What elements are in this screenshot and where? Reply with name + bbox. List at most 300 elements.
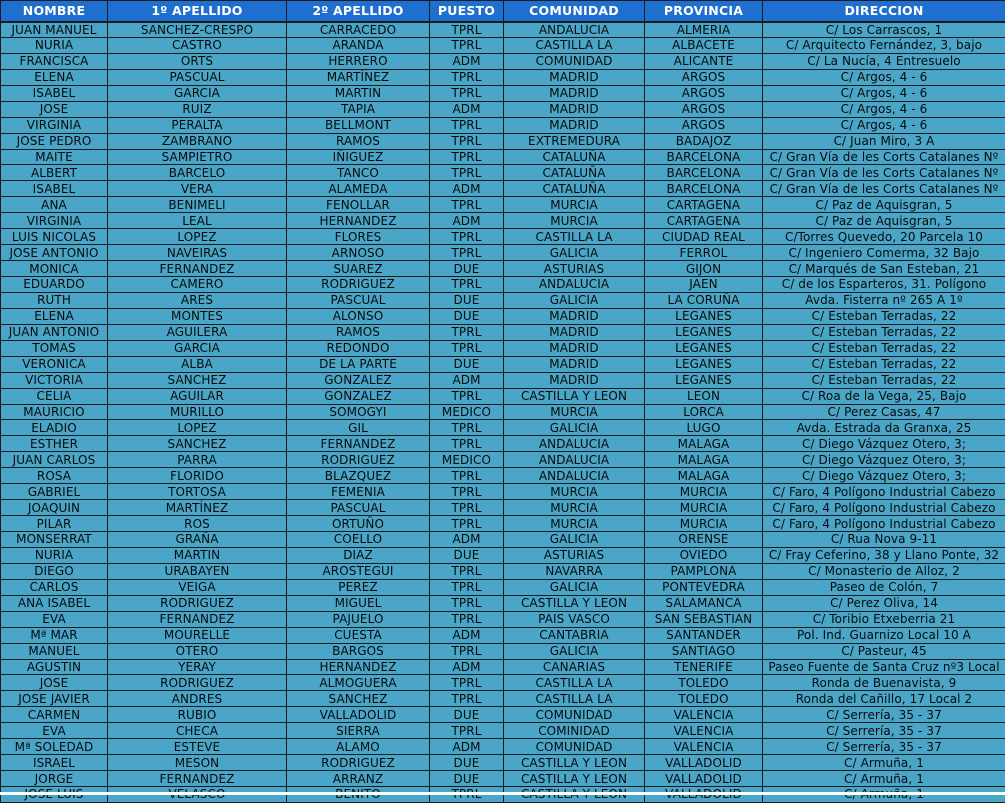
comunidad-cell[interactable]: MURCIA <box>504 516 645 532</box>
direccion-cell[interactable]: C/ Argos, 4 - 6 <box>763 117 1005 133</box>
puesto-cell[interactable]: ADM <box>430 372 504 388</box>
puesto-cell[interactable]: ADM <box>430 627 504 643</box>
nombre-cell[interactable]: ANA ISABEL <box>1 595 108 611</box>
primer-apellido-cell[interactable]: MARTIN <box>108 547 287 563</box>
puesto-cell[interactable]: TPRL <box>430 133 504 149</box>
direccion-cell[interactable]: Ronda del Cañillo, 17 Local 2 <box>763 691 1005 707</box>
segundo-apellido-cell[interactable]: RODRIGUEZ <box>287 452 430 468</box>
comunidad-cell[interactable]: ANDALUCIA <box>504 22 645 38</box>
primer-apellido-cell[interactable]: TORTOSA <box>108 484 287 500</box>
primer-apellido-cell[interactable]: CASTRO <box>108 37 287 53</box>
comunidad-cell[interactable]: MADRID <box>504 340 645 356</box>
puesto-cell[interactable]: DUE <box>430 292 504 308</box>
column-header-primer-apellido[interactable]: 1º APELLIDO <box>108 1 287 22</box>
primer-apellido-cell[interactable]: CAMERO <box>108 277 287 293</box>
comunidad-cell[interactable]: COMUNIDAD <box>504 739 645 755</box>
primer-apellido-cell[interactable]: MESON <box>108 755 287 771</box>
nombre-cell[interactable]: JOSE JAVIER <box>1 691 108 707</box>
nombre-cell[interactable]: MAITE <box>1 149 108 165</box>
puesto-cell[interactable]: MEDICO <box>430 404 504 420</box>
nombre-cell[interactable]: MANUEL <box>1 643 108 659</box>
provincia-cell[interactable]: ARGOS <box>645 101 763 117</box>
comunidad-cell[interactable]: COMUNIDAD <box>504 707 645 723</box>
segundo-apellido-cell[interactable]: SOMOGYI <box>287 404 430 420</box>
segundo-apellido-cell[interactable]: HERRERO <box>287 53 430 69</box>
segundo-apellido-cell[interactable]: SIERRA <box>287 723 430 739</box>
puesto-cell[interactable]: TPRL <box>430 324 504 340</box>
primer-apellido-cell[interactable]: ESTEVE <box>108 739 287 755</box>
direccion-cell[interactable]: C/ Rua Nova 9-11 <box>763 532 1005 548</box>
comunidad-cell[interactable]: MURCIA <box>504 197 645 213</box>
nombre-cell[interactable]: VERONICA <box>1 356 108 372</box>
primer-apellido-cell[interactable]: FERNANDEZ <box>108 771 287 787</box>
primer-apellido-cell[interactable]: ZAMBRANO <box>108 133 287 149</box>
comunidad-cell[interactable]: GALICIA <box>504 420 645 436</box>
puesto-cell[interactable]: DUE <box>430 771 504 787</box>
direccion-cell[interactable]: C/ Toribio Etxeberria 21 <box>763 611 1005 627</box>
direccion-cell[interactable]: C/ Armuña, 1 <box>763 755 1005 771</box>
puesto-cell[interactable]: TPRL <box>430 563 504 579</box>
segundo-apellido-cell[interactable]: RODRIGUEZ <box>287 277 430 293</box>
segundo-apellido-cell[interactable]: RAMOS <box>287 324 430 340</box>
puesto-cell[interactable]: TPRL <box>430 595 504 611</box>
comunidad-cell[interactable]: MADRID <box>504 69 645 85</box>
provincia-cell[interactable]: MURCIA <box>645 500 763 516</box>
segundo-apellido-cell[interactable]: HERNANDEZ <box>287 659 430 675</box>
primer-apellido-cell[interactable]: FERNANDEZ <box>108 261 287 277</box>
comunidad-cell[interactable]: CASTILLA LA <box>504 229 645 245</box>
primer-apellido-cell[interactable]: PASCUAL <box>108 69 287 85</box>
direccion-cell[interactable]: C/ Esteban Terradas, 22 <box>763 356 1005 372</box>
comunidad-cell[interactable]: CASTILLA Y LEON <box>504 755 645 771</box>
comunidad-cell[interactable]: ASTURIAS <box>504 261 645 277</box>
direccion-cell[interactable]: Ronda de Buenavista, 9 <box>763 675 1005 691</box>
direccion-cell[interactable]: C/ Faro, 4 Polígono Industrial Cabezo <box>763 516 1005 532</box>
segundo-apellido-cell[interactable]: ALAMO <box>287 739 430 755</box>
comunidad-cell[interactable]: MADRID <box>504 324 645 340</box>
puesto-cell[interactable]: TPRL <box>430 484 504 500</box>
segundo-apellido-cell[interactable]: GONZALEZ <box>287 372 430 388</box>
nombre-cell[interactable]: FRANCISCA <box>1 53 108 69</box>
puesto-cell[interactable]: DUE <box>430 356 504 372</box>
provincia-cell[interactable]: ORENSE <box>645 532 763 548</box>
nombre-cell[interactable]: DIEGO <box>1 563 108 579</box>
provincia-cell[interactable]: OVIEDO <box>645 547 763 563</box>
direccion-cell[interactable]: Pol. Ind. Guarnizo Local 10 A <box>763 627 1005 643</box>
puesto-cell[interactable]: TPRL <box>430 420 504 436</box>
puesto-cell[interactable]: TPRL <box>430 165 504 181</box>
direccion-cell[interactable]: C/ Diego Vázquez Otero, 3; <box>763 468 1005 484</box>
nombre-cell[interactable]: MONSERRAT <box>1 532 108 548</box>
nombre-cell[interactable]: ESTHER <box>1 436 108 452</box>
primer-apellido-cell[interactable]: URABAYEN <box>108 563 287 579</box>
provincia-cell[interactable]: JAEN <box>645 277 763 293</box>
direccion-cell[interactable]: C/ Ingeniero Comerma, 32 Bajo <box>763 245 1005 261</box>
puesto-cell[interactable]: TPRL <box>430 611 504 627</box>
comunidad-cell[interactable]: COMUNIDAD <box>504 53 645 69</box>
comunidad-cell[interactable]: CASTILLA Y LEON <box>504 595 645 611</box>
primer-apellido-cell[interactable]: ALBA <box>108 356 287 372</box>
puesto-cell[interactable]: TPRL <box>430 579 504 595</box>
primer-apellido-cell[interactable]: LEAL <box>108 213 287 229</box>
comunidad-cell[interactable]: MADRID <box>504 85 645 101</box>
provincia-cell[interactable]: CARTAGENA <box>645 197 763 213</box>
provincia-cell[interactable]: SALAMANCA <box>645 595 763 611</box>
provincia-cell[interactable]: TENERIFE <box>645 659 763 675</box>
direccion-cell[interactable]: C/ Pasteur, 45 <box>763 643 1005 659</box>
provincia-cell[interactable]: BADAJOZ <box>645 133 763 149</box>
puesto-cell[interactable]: TPRL <box>430 117 504 133</box>
direccion-cell[interactable]: Avda. Estrada da Granxa, 25 <box>763 420 1005 436</box>
primer-apellido-cell[interactable]: BARCELO <box>108 165 287 181</box>
nombre-cell[interactable]: JOSE <box>1 101 108 117</box>
segundo-apellido-cell[interactable]: CARRACEDO <box>287 22 430 38</box>
segundo-apellido-cell[interactable]: MARTIN <box>287 85 430 101</box>
nombre-cell[interactable]: EDUARDO <box>1 277 108 293</box>
segundo-apellido-cell[interactable]: ORTUÑO <box>287 516 430 532</box>
comunidad-cell[interactable]: CASTILLA Y LEON <box>504 771 645 787</box>
comunidad-cell[interactable]: MADRID <box>504 356 645 372</box>
direccion-cell[interactable]: C/ Gran Vía de les Corts Catalanes Nº <box>763 181 1005 197</box>
provincia-cell[interactable]: LEGANES <box>645 372 763 388</box>
segundo-apellido-cell[interactable]: RODRIGUEZ <box>287 755 430 771</box>
comunidad-cell[interactable]: MURCIA <box>504 484 645 500</box>
segundo-apellido-cell[interactable]: FERNANDEZ <box>287 436 430 452</box>
puesto-cell[interactable]: TPRL <box>430 149 504 165</box>
comunidad-cell[interactable]: EXTREMEDURA <box>504 133 645 149</box>
puesto-cell[interactable]: TPRL <box>430 436 504 452</box>
comunidad-cell[interactable]: ANDALUCIA <box>504 468 645 484</box>
primer-apellido-cell[interactable]: ORTS <box>108 53 287 69</box>
segundo-apellido-cell[interactable]: BELLMONT <box>287 117 430 133</box>
provincia-cell[interactable]: ARGOS <box>645 85 763 101</box>
primer-apellido-cell[interactable]: SANCHEZ <box>108 372 287 388</box>
direccion-cell[interactable]: C/ Gran Vía de les Corts Catalanes Nº <box>763 165 1005 181</box>
puesto-cell[interactable]: TPRL <box>430 388 504 404</box>
column-header-puesto[interactable]: PUESTO <box>430 1 504 22</box>
segundo-apellido-cell[interactable]: ALAMEDA <box>287 181 430 197</box>
primer-apellido-cell[interactable]: VEIGA <box>108 579 287 595</box>
nombre-cell[interactable]: CELIA <box>1 388 108 404</box>
puesto-cell[interactable]: ADM <box>430 659 504 675</box>
puesto-cell[interactable]: TPRL <box>430 69 504 85</box>
provincia-cell[interactable]: GIJON <box>645 261 763 277</box>
direccion-cell[interactable]: C/ Diego Vázquez Otero, 3; <box>763 436 1005 452</box>
direccion-cell[interactable]: C/ Roa de la Vega, 25, Bajo <box>763 388 1005 404</box>
primer-apellido-cell[interactable]: NAVEIRAS <box>108 245 287 261</box>
primer-apellido-cell[interactable]: PERALTA <box>108 117 287 133</box>
primer-apellido-cell[interactable]: LOPEZ <box>108 420 287 436</box>
direccion-cell[interactable]: C/ Juan Miro, 3 A <box>763 133 1005 149</box>
direccion-cell[interactable]: C/ La Nucía, 4 Entresuelo <box>763 53 1005 69</box>
nombre-cell[interactable]: Mª MAR <box>1 627 108 643</box>
puesto-cell[interactable]: DUE <box>430 308 504 324</box>
segundo-apellido-cell[interactable]: GIL <box>287 420 430 436</box>
segundo-apellido-cell[interactable]: IÑIGUEZ <box>287 149 430 165</box>
comunidad-cell[interactable]: ASTURIAS <box>504 547 645 563</box>
primer-apellido-cell[interactable]: FERNANDEZ <box>108 611 287 627</box>
nombre-cell[interactable]: ANA <box>1 197 108 213</box>
primer-apellido-cell[interactable]: RUIZ <box>108 101 287 117</box>
provincia-cell[interactable]: VALLADOLID <box>645 771 763 787</box>
direccion-cell[interactable]: C/ Fray Ceferino, 38 y Llano Ponte, 32 <box>763 547 1005 563</box>
primer-apellido-cell[interactable]: AGUILERA <box>108 324 287 340</box>
puesto-cell[interactable]: ADM <box>430 53 504 69</box>
nombre-cell[interactable]: NURIA <box>1 547 108 563</box>
provincia-cell[interactable]: ARGOS <box>645 117 763 133</box>
segundo-apellido-cell[interactable]: HERNANDEZ <box>287 213 430 229</box>
direccion-cell[interactable]: C/ Perez Casas, 47 <box>763 404 1005 420</box>
primer-apellido-cell[interactable]: VERA <box>108 181 287 197</box>
nombre-cell[interactable]: PILAR <box>1 516 108 532</box>
segundo-apellido-cell[interactable]: FLORES <box>287 229 430 245</box>
direccion-cell[interactable]: C/ Gran Vía de les Corts Catalanes Nº <box>763 149 1005 165</box>
direccion-cell[interactable]: C/ Monasterio de Alloz, 2 <box>763 563 1005 579</box>
column-header-segundo-apellido[interactable]: 2º APELLIDO <box>287 1 430 22</box>
provincia-cell[interactable]: CARTAGENA <box>645 213 763 229</box>
provincia-cell[interactable]: BARCELONA <box>645 149 763 165</box>
direccion-cell[interactable]: C/ Esteban Terradas, 22 <box>763 308 1005 324</box>
comunidad-cell[interactable]: PAIS VASCO <box>504 611 645 627</box>
direccion-cell[interactable]: C/ Los Carrascos, 1 <box>763 22 1005 38</box>
comunidad-cell[interactable]: CANTABRIA <box>504 627 645 643</box>
nombre-cell[interactable]: Mª SOLEDAD <box>1 739 108 755</box>
puesto-cell[interactable]: DUE <box>430 261 504 277</box>
nombre-cell[interactable]: TOMAS <box>1 340 108 356</box>
primer-apellido-cell[interactable]: MONTES <box>108 308 287 324</box>
comunidad-cell[interactable]: GALICIA <box>504 643 645 659</box>
primer-apellido-cell[interactable]: ROS <box>108 516 287 532</box>
segundo-apellido-cell[interactable]: ARANDA <box>287 37 430 53</box>
primer-apellido-cell[interactable]: SAMPIETRO <box>108 149 287 165</box>
segundo-apellido-cell[interactable]: SANCHEZ <box>287 691 430 707</box>
segundo-apellido-cell[interactable]: DIAZ <box>287 547 430 563</box>
nombre-cell[interactable]: LUIS NICOLAS <box>1 229 108 245</box>
puesto-cell[interactable]: TPRL <box>430 229 504 245</box>
primer-apellido-cell[interactable]: MOURELLE <box>108 627 287 643</box>
puesto-cell[interactable]: TPRL <box>430 723 504 739</box>
segundo-apellido-cell[interactable]: BARGOS <box>287 643 430 659</box>
segundo-apellido-cell[interactable]: ARRANZ <box>287 771 430 787</box>
segundo-apellido-cell[interactable]: DE LA PARTE <box>287 356 430 372</box>
puesto-cell[interactable]: ADM <box>430 532 504 548</box>
column-header-direccion[interactable]: DIRECCION <box>763 1 1005 22</box>
segundo-apellido-cell[interactable]: TANCO <box>287 165 430 181</box>
puesto-cell[interactable]: ADM <box>430 213 504 229</box>
segundo-apellido-cell[interactable]: CUESTA <box>287 627 430 643</box>
nombre-cell[interactable]: EVA <box>1 723 108 739</box>
provincia-cell[interactable]: FERROL <box>645 245 763 261</box>
primer-apellido-cell[interactable]: BENIMELI <box>108 197 287 213</box>
puesto-cell[interactable]: ADM <box>430 181 504 197</box>
primer-apellido-cell[interactable]: RODRIGUEZ <box>108 675 287 691</box>
provincia-cell[interactable]: SANTIAGO <box>645 643 763 659</box>
comunidad-cell[interactable]: MADRID <box>504 117 645 133</box>
column-header-nombre[interactable]: NOMBRE <box>1 1 108 22</box>
nombre-cell[interactable]: NURIA <box>1 37 108 53</box>
nombre-cell[interactable]: ALBERT <box>1 165 108 181</box>
provincia-cell[interactable]: MALAGA <box>645 468 763 484</box>
provincia-cell[interactable]: MURCIA <box>645 484 763 500</box>
provincia-cell[interactable]: VALENCIA <box>645 707 763 723</box>
nombre-cell[interactable]: JOSE PEDRO <box>1 133 108 149</box>
comunidad-cell[interactable]: COMINIDAD <box>504 723 645 739</box>
primer-apellido-cell[interactable]: RUBIO <box>108 707 287 723</box>
provincia-cell[interactable]: ARGOS <box>645 69 763 85</box>
provincia-cell[interactable]: VALENCIA <box>645 723 763 739</box>
comunidad-cell[interactable]: GALICIA <box>504 579 645 595</box>
puesto-cell[interactable]: DUE <box>430 707 504 723</box>
segundo-apellido-cell[interactable]: BLAZQUEZ <box>287 468 430 484</box>
nombre-cell[interactable]: CARLOS <box>1 579 108 595</box>
puesto-cell[interactable]: TPRL <box>430 197 504 213</box>
puesto-cell[interactable]: TPRL <box>430 643 504 659</box>
direccion-cell[interactable]: C/ Diego Vázquez Otero, 3; <box>763 452 1005 468</box>
provincia-cell[interactable]: LA CORUÑA <box>645 292 763 308</box>
segundo-apellido-cell[interactable]: ALMOGUERA <box>287 675 430 691</box>
nombre-cell[interactable]: GABRIEL <box>1 484 108 500</box>
nombre-cell[interactable]: ISABEL <box>1 181 108 197</box>
segundo-apellido-cell[interactable]: TAPIA <box>287 101 430 117</box>
provincia-cell[interactable]: TOLEDO <box>645 691 763 707</box>
nombre-cell[interactable]: JOSE <box>1 675 108 691</box>
direccion-cell[interactable]: C/ Paz de Aquisgran, 5 <box>763 197 1005 213</box>
primer-apellido-cell[interactable]: CHECA <box>108 723 287 739</box>
puesto-cell[interactable]: TPRL <box>430 691 504 707</box>
comunidad-cell[interactable]: CATALUÑA <box>504 181 645 197</box>
comunidad-cell[interactable]: GALICIA <box>504 532 645 548</box>
comunidad-cell[interactable]: GALICIA <box>504 292 645 308</box>
provincia-cell[interactable]: ALBACETE <box>645 37 763 53</box>
primer-apellido-cell[interactable]: AGUILAR <box>108 388 287 404</box>
primer-apellido-cell[interactable]: GRAÑA <box>108 532 287 548</box>
nombre-cell[interactable]: ELADIO <box>1 420 108 436</box>
nombre-cell[interactable]: VIRGINIA <box>1 213 108 229</box>
segundo-apellido-cell[interactable]: SUAREZ <box>287 261 430 277</box>
direccion-cell[interactable]: C/ Serrería, 35 - 37 <box>763 723 1005 739</box>
column-header-provincia[interactable]: PROVINCIA <box>645 1 763 22</box>
provincia-cell[interactable]: LEGANES <box>645 340 763 356</box>
primer-apellido-cell[interactable]: OTERO <box>108 643 287 659</box>
nombre-cell[interactable]: JOSE ANTONIO <box>1 245 108 261</box>
segundo-apellido-cell[interactable]: ARNOSO <box>287 245 430 261</box>
direccion-cell[interactable]: C/ de los Esparteros, 31. Polígono <box>763 277 1005 293</box>
nombre-cell[interactable]: MONICA <box>1 261 108 277</box>
segundo-apellido-cell[interactable]: MIGUEL <box>287 595 430 611</box>
comunidad-cell[interactable]: CASTILLA Y LEON <box>504 388 645 404</box>
puesto-cell[interactable]: TPRL <box>430 22 504 38</box>
nombre-cell[interactable]: VIRGINIA <box>1 117 108 133</box>
direccion-cell[interactable]: C/Torres Quevedo, 20 Parcela 10 <box>763 229 1005 245</box>
direccion-cell[interactable]: C/ Armuña, 1 <box>763 771 1005 787</box>
segundo-apellido-cell[interactable]: FEMENIA <box>287 484 430 500</box>
provincia-cell[interactable]: PONTEVEDRA <box>645 579 763 595</box>
provincia-cell[interactable]: ALICANTE <box>645 53 763 69</box>
comunidad-cell[interactable]: CASTILLA LA <box>504 37 645 53</box>
nombre-cell[interactable]: JORGE <box>1 771 108 787</box>
direccion-cell[interactable]: C/ Esteban Terradas, 22 <box>763 340 1005 356</box>
segundo-apellido-cell[interactable]: RAMOS <box>287 133 430 149</box>
primer-apellido-cell[interactable]: PARRA <box>108 452 287 468</box>
nombre-cell[interactable]: ELENA <box>1 69 108 85</box>
direccion-cell[interactable]: C/ Serrería, 35 - 37 <box>763 707 1005 723</box>
provincia-cell[interactable]: LEON <box>645 388 763 404</box>
nombre-cell[interactable]: ELENA <box>1 308 108 324</box>
puesto-cell[interactable]: TPRL <box>430 85 504 101</box>
puesto-cell[interactable]: TPRL <box>430 500 504 516</box>
provincia-cell[interactable]: SANTANDER <box>645 627 763 643</box>
puesto-cell[interactable]: DUE <box>430 547 504 563</box>
primer-apellido-cell[interactable]: MARTÍNEZ <box>108 500 287 516</box>
provincia-cell[interactable]: MALAGA <box>645 452 763 468</box>
direccion-cell[interactable]: C/ Paz de Aquisgran, 5 <box>763 213 1005 229</box>
puesto-cell[interactable]: TPRL <box>430 675 504 691</box>
provincia-cell[interactable]: BARCELONA <box>645 165 763 181</box>
provincia-cell[interactable]: LEGANES <box>645 308 763 324</box>
direccion-cell[interactable]: C/ Faro, 4 Polígono Industrial Cabezo <box>763 500 1005 516</box>
puesto-cell[interactable]: ADM <box>430 101 504 117</box>
comunidad-cell[interactable]: MADRID <box>504 308 645 324</box>
segundo-apellido-cell[interactable]: REDONDO <box>287 340 430 356</box>
comunidad-cell[interactable]: MURCIA <box>504 213 645 229</box>
puesto-cell[interactable]: TPRL <box>430 516 504 532</box>
puesto-cell[interactable]: TPRL <box>430 277 504 293</box>
nombre-cell[interactable]: JOAQUIN <box>1 500 108 516</box>
comunidad-cell[interactable]: CATALUÑA <box>504 149 645 165</box>
segundo-apellido-cell[interactable]: PASCUAL <box>287 500 430 516</box>
segundo-apellido-cell[interactable]: ALONSO <box>287 308 430 324</box>
primer-apellido-cell[interactable]: FLORIDO <box>108 468 287 484</box>
primer-apellido-cell[interactable]: MURILLO <box>108 404 287 420</box>
nombre-cell[interactable]: VICTORIA <box>1 372 108 388</box>
provincia-cell[interactable]: BARCELONA <box>645 181 763 197</box>
comunidad-cell[interactable]: ANDALUCIA <box>504 436 645 452</box>
direccion-cell[interactable]: C/ Argos, 4 - 6 <box>763 85 1005 101</box>
direccion-cell[interactable]: C/ Marqués de San Esteban, 21 <box>763 261 1005 277</box>
provincia-cell[interactable]: CIUDAD REAL <box>645 229 763 245</box>
puesto-cell[interactable]: TPRL <box>430 245 504 261</box>
provincia-cell[interactable]: MURCIA <box>645 516 763 532</box>
nombre-cell[interactable]: RUTH <box>1 292 108 308</box>
primer-apellido-cell[interactable]: YERAY <box>108 659 287 675</box>
nombre-cell[interactable]: ISRAEL <box>1 755 108 771</box>
nombre-cell[interactable]: JUAN MANUEL <box>1 22 108 38</box>
direccion-cell[interactable]: Paseo de Colón, 7 <box>763 579 1005 595</box>
nombre-cell[interactable]: ROSA <box>1 468 108 484</box>
puesto-cell[interactable]: TPRL <box>430 37 504 53</box>
comunidad-cell[interactable]: ANDALUCIA <box>504 277 645 293</box>
column-header-comunidad[interactable]: COMUNIDAD <box>504 1 645 22</box>
direccion-cell[interactable]: C/ Faro, 4 Polígono Industrial Cabezo <box>763 484 1005 500</box>
segundo-apellido-cell[interactable]: FENOLLAR <box>287 197 430 213</box>
primer-apellido-cell[interactable]: SANCHEZ-CRESPO <box>108 22 287 38</box>
provincia-cell[interactable]: VALENCIA <box>645 739 763 755</box>
nombre-cell[interactable]: AGUSTIN <box>1 659 108 675</box>
provincia-cell[interactable]: SAN SEBASTIAN <box>645 611 763 627</box>
comunidad-cell[interactable]: MURCIA <box>504 404 645 420</box>
comunidad-cell[interactable]: CASTILLA LA <box>504 691 645 707</box>
direccion-cell[interactable]: C/ Esteban Terradas, 22 <box>763 324 1005 340</box>
direccion-cell[interactable]: C/ Serrería, 35 - 37 <box>763 739 1005 755</box>
direccion-cell[interactable]: Avda. Fisterra nº 265 A 1º <box>763 292 1005 308</box>
primer-apellido-cell[interactable]: LOPEZ <box>108 229 287 245</box>
provincia-cell[interactable]: MALAGA <box>645 436 763 452</box>
primer-apellido-cell[interactable]: ARES <box>108 292 287 308</box>
primer-apellido-cell[interactable]: SANCHEZ <box>108 436 287 452</box>
provincia-cell[interactable]: LEGANES <box>645 356 763 372</box>
comunidad-cell[interactable]: CASTILLA LA <box>504 675 645 691</box>
segundo-apellido-cell[interactable]: MARTÍNEZ <box>287 69 430 85</box>
